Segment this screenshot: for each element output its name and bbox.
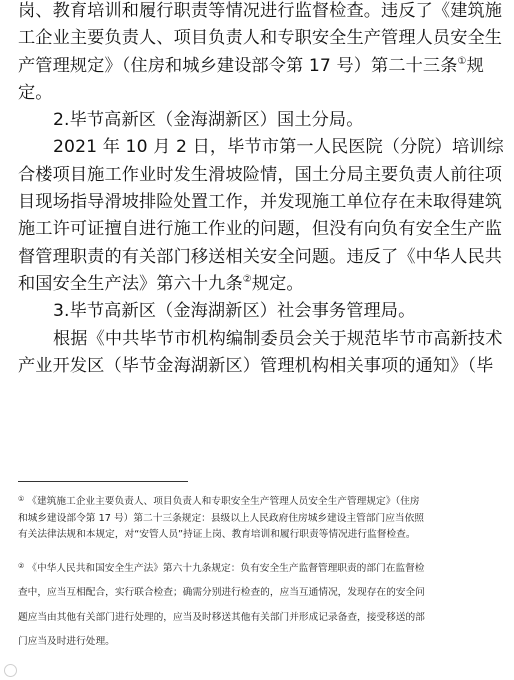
body-line (18, 80, 502, 107)
footnote-mark: ② (18, 562, 25, 570)
footnote-separator (18, 481, 188, 482)
body-line (18, 134, 502, 161)
body-line (18, 162, 502, 189)
body-line (18, 271, 502, 298)
footnote-line (18, 511, 502, 528)
body-line-text: 目现场指导滑坡排险处置工作，并发现施工单位存在未取得建筑 (18, 192, 503, 213)
body-line-text: 岗、教育培训和履行职责等情况进行监督检查。违反了《建筑施 (18, 1, 503, 21)
body-line-text: 产业开发区（毕节金海湖新区）管理机构相关事项的通知》（毕 (18, 355, 494, 376)
footnote-1 (18, 491, 502, 544)
body-line-text: 工企业主要负责人、项目负责人和专职安全生产管理人员安全生 (18, 28, 503, 49)
footnote-ref[interactable]: ② (242, 273, 252, 285)
body-line (18, 244, 502, 271)
body-line-text: 2021 年 10 月 2 日，毕节市第一人民医院（分院）培训综 (53, 137, 504, 158)
body-line (18, 189, 502, 216)
footnote-line (18, 581, 502, 605)
footnote-line (18, 606, 502, 630)
body-line-text: 根据《中共毕节市机构编制委员会关于规范毕节市高新技术 (53, 328, 503, 349)
footnote-line-text: 《建筑施工企业主要负责人、项目负责人和专职安全生产管理人员安全生产管理规定》（住房 (27, 496, 420, 507)
document-body (18, 0, 502, 380)
footnote-line (18, 554, 502, 581)
footnote-line-text: 门应当及时进行处理。 (18, 635, 115, 647)
body-line (18, 25, 502, 52)
body-line (18, 107, 502, 134)
body-line (18, 353, 502, 380)
body-line-text: 产管理规定》（住房和城乡建设部令第 17 号）第二十三条 (18, 55, 458, 76)
body-line-text: 2.毕节高新区（金海湖新区）国土分局。 (53, 110, 364, 131)
footnote-line-text: 查中，应当互相配合，实行联合检查；确需分别进行检查的，应当互通情况，发现存在的安全问 (18, 587, 425, 599)
body-line (18, 298, 502, 325)
footnote-line (18, 527, 502, 544)
body-line-text: 和国安全生产法》第六十九条 (18, 273, 243, 294)
footnote-ref[interactable]: ① (457, 55, 467, 67)
body-line-text: 合楼项目施工作业时发生滑坡险情，国土分局主要负责人前往项 (18, 164, 503, 185)
footnote-2 (18, 554, 502, 654)
footnote-line-text: 有关法律法规和本规定，对“安管人员”持证上岗、教育培训和履行职责等情况进行监督检查。 (18, 529, 416, 540)
body-line-text-after: 规定。 (251, 273, 304, 294)
body-line-text: 督管理职责的有关部门移送相关安全问题。违反了《中华人民共 (18, 246, 503, 267)
watermark (4, 664, 17, 677)
watermark-logo-icon (4, 664, 17, 677)
footnote-mark: ① (18, 495, 25, 503)
footnote-line-text: 题应当由其他有关部门进行处理的，应当及时移送其他有关部门并形成记录备查，接受移送的部 (18, 611, 425, 623)
footnote-line-text: 《中华人民共和国安全生产法》第六十九条规定：负有安全生产监督管理职责的部门在监督检 (27, 563, 425, 574)
footnote-line (18, 491, 502, 511)
body-line (18, 216, 502, 243)
body-line-text-after: 规 (466, 55, 484, 76)
footnote-line-text: 和城乡建设部令第 17 号）第二十三条规定：县级以上人民政府住房城乡建设主管部门应当依照 (18, 512, 424, 524)
footnote-line (18, 630, 502, 654)
body-line (18, 0, 502, 25)
body-line-text: 施工许可证擅自进行施工作业的问题，但没有向负有安全生产监 (18, 219, 503, 240)
body-line (18, 53, 502, 80)
body-line (18, 326, 502, 353)
body-line-text: 3.毕节高新区（金海湖新区）社会事务管理局。 (53, 301, 416, 322)
body-line-text: 定。 (18, 82, 53, 103)
